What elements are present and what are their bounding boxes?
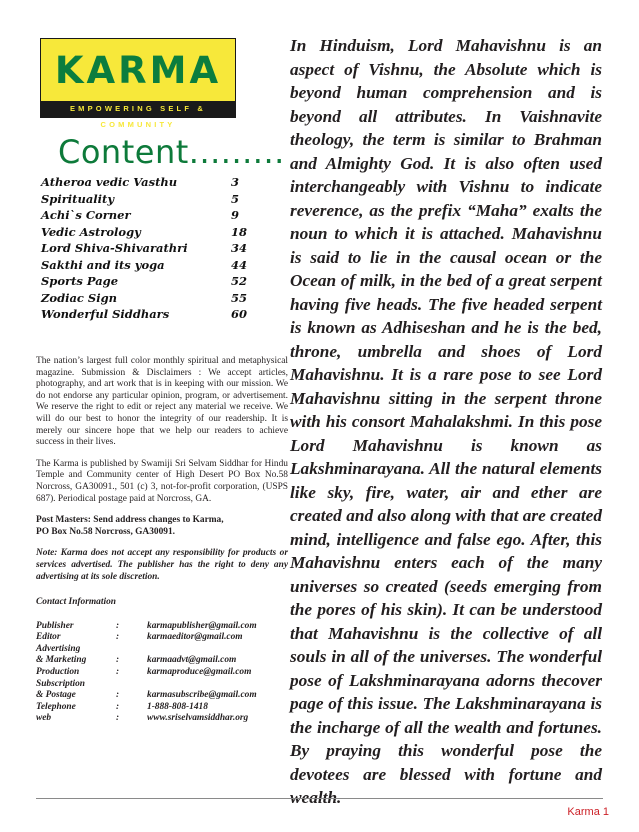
- contact-row: [36, 667, 288, 679]
- contact-phone-link[interactable]: 1-888-808-1418: [147, 701, 208, 712]
- contact-email-link[interactable]: karmasubscribe@gmail.com: [147, 690, 257, 701]
- toc-item-page: 52: [231, 274, 248, 288]
- toc-item-title: Zodiac Sign: [41, 290, 118, 305]
- contact-row: [36, 632, 288, 644]
- toc-item[interactable]: [41, 240, 281, 257]
- toc-item[interactable]: [41, 224, 281, 241]
- karma-logo: [40, 38, 236, 129]
- contents-heading: Content.........: [58, 133, 285, 171]
- toc-item-page: 18: [231, 224, 248, 239]
- contact-row: [36, 621, 288, 633]
- contact-row: [36, 690, 288, 702]
- toc-item-page: 34: [231, 241, 248, 255]
- contact-label: Telephone: [36, 701, 76, 712]
- contact-colon: :: [116, 655, 120, 666]
- about-paragraph: The nation’s largest full color monthly spiritual and metaphysical magazine. Submission & Disclaimers : We accept articles, photography, and art work that is in keeping with our mission. We do not endorse any particular opinion, program, or advertisement. We reserve the right to edit or reject any material we receive. We will do our best to honor the integrity of our readership. It is merely our sincere hope that we help our readers to achieve success in their lives.: [36, 356, 288, 448]
- contact-email-link[interactable]: karmaproduce@gmail.com: [147, 667, 252, 678]
- toc-item[interactable]: [41, 257, 281, 274]
- contact-row: [36, 679, 288, 691]
- logo-title: KARMA: [54, 49, 222, 92]
- advertising-note: Note: Karma does not accept any responsibility for products or services advertised. The publisher has the right to deny any advertising at its sole discretion.: [36, 548, 288, 582]
- postmasters-line-2: PO Box No.58 Norcross, GA30091.: [36, 526, 175, 537]
- toc-item[interactable]: [41, 207, 281, 224]
- postmasters-notice: [36, 515, 288, 538]
- toc-item-page: 44: [231, 257, 248, 272]
- contact-label: web: [36, 713, 52, 724]
- contact-label: Publisher: [36, 620, 74, 631]
- toc-item[interactable]: [41, 306, 281, 323]
- toc-item-title: Lord Shiva-Shivarathri: [41, 241, 188, 255]
- toc-item[interactable]: [41, 273, 281, 290]
- logo-tagline: EMPOWERING SELF & COMMUNITY: [41, 101, 235, 117]
- postmasters-line-1: Post Masters: Send address changes to Karma,: [36, 515, 224, 526]
- toc-item[interactable]: [41, 290, 281, 307]
- cover-story-text: In Hinduism, Lord Mahavishnu is an aspect of Vishnu, the Absolute which is beyond human comprehension and is beyond all attributes. In Vaishnavite theology, the term is similar to Brahman and Almighty God. It is also often used interchangeably with Vishnu to indicate reverence, as the prefix “Maha” exalts the noun to which it is attached. Mahavishnu is said to lie in the causal ocean or the Ocean of milk, in the bed of a great serpent having five heads. The five headed serpent is known as Adhiseshan and he is the bed, throne, umbrella and shoes of Lord Mahavishnu. It is a rare pose to see Lord Mahavishnu sitting in the serpent throne with his consort Mahalakshmi. In this pose Lord Mahavishnu is known as Lakshminarayana. All the natural elements like sky, fire, water, air and ether are created and also along with that are created mind, intelligence and false ego. After, this Mahavishnu enters each of the many universes so created (seeds emerging from the pores of his skin). It can be understood that Mahavishnu is the collective of all souls in all of the universes. The wonderful pose of Lakshminarayana adorns thecover page of this issue. The Lakshminarayana is the incharge of all the wealth and fortunes. By praying this wonderful pose the devotees are blessed with fortune and wealth.: [290, 36, 602, 807]
- publisher-paragraph: The Karma is published by Swamiji Sri Selvam Siddhar for Hindu Temple and Community center of High Desert PO Box No.58 Norcross, GA30091., 501 (c) 3, not-for-profit corporation, (USPS 687). Periodical postage paid at Norcross, GA.: [36, 458, 288, 504]
- contact-label: & Marketing: [36, 655, 87, 666]
- contact-list: [36, 621, 288, 725]
- toc-item-title: Atheroa vedic Vasthu: [41, 175, 178, 189]
- contact-label: Advertising: [36, 643, 81, 654]
- page-number: Karma 1: [567, 806, 609, 818]
- toc-item-page: 3: [231, 175, 240, 189]
- contact-row: [36, 702, 288, 714]
- contact-colon: :: [116, 690, 120, 701]
- contact-label: Editor: [36, 632, 61, 643]
- contact-colon: :: [116, 620, 120, 631]
- contact-label: Subscription: [36, 678, 85, 689]
- contact-row: [36, 644, 288, 656]
- toc-item-title: Sakthi and its yoga: [41, 257, 165, 272]
- toc-item-title: Wonderful Siddhars: [41, 307, 170, 321]
- toc-item-title: Spirituality: [41, 191, 114, 206]
- toc-item-title: Vedic Astrology: [41, 224, 141, 239]
- contact-label: Production: [36, 667, 80, 678]
- contact-row: [36, 713, 288, 725]
- contact-email-link[interactable]: karmaadvt@gmail.com: [147, 655, 237, 666]
- toc-item-page: 55: [231, 290, 248, 305]
- cover-story-column: [290, 34, 602, 810]
- contact-colon: :: [116, 701, 120, 712]
- contact-colon: :: [116, 713, 120, 724]
- footer-divider: [36, 798, 603, 799]
- contact-row: [36, 655, 288, 667]
- toc-item[interactable]: [41, 191, 281, 208]
- toc-item[interactable]: [41, 174, 281, 191]
- toc-item-title: Achi`s Corner: [41, 208, 131, 222]
- masthead-column: [36, 356, 288, 725]
- toc-item-page: 5: [231, 191, 240, 206]
- toc-item-page: 60: [231, 307, 248, 321]
- toc-item-page: 9: [231, 208, 240, 222]
- contact-heading: Contact Information: [36, 597, 116, 608]
- contact-colon: :: [116, 632, 120, 643]
- contact-colon: :: [116, 667, 120, 678]
- table-of-contents: [41, 174, 281, 323]
- contact-email-link[interactable]: karmaeditor@gmail.com: [147, 632, 243, 643]
- website-link[interactable]: www.sriselvamsiddhar.org: [147, 713, 249, 724]
- contact-label: & Postage: [36, 690, 76, 701]
- contact-email-link[interactable]: karmapublisher@gmail.com: [147, 620, 257, 631]
- toc-item-title: Sports Page: [41, 274, 119, 288]
